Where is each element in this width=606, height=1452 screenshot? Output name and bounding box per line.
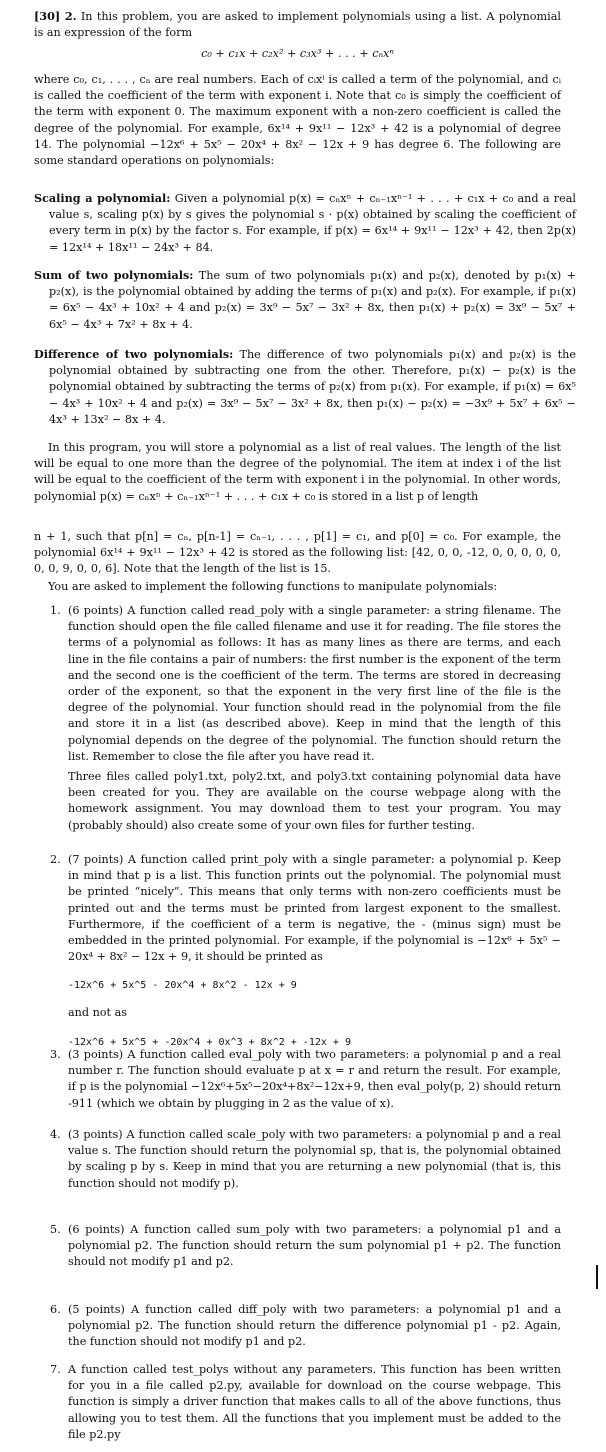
task-text: (3 points) A function called eval_poly with two parameters: a polynomial p and a real number r. The function should evaluate p at x = r and return the result. For example, if p is the polynomial −12x⁶+5x⁵−20x⁴+8x²−12x+9, then eval_poly(p, 2) should return -911 (which we obtain by plugging in 2 as the value of x). xyxy=(68,1048,561,1110)
task-text: (6 points) A function called read_poly with a single parameter: a string filename. The function should open the file called filename and use it for reading. The file stores the terms of a polynomial as follows: It has as many lines as there are terms, and each line in the file contains a pair of numbers: the first number is the exponent of the term and the second one is the coefficient of the term. The terms are stored in decreasing order of the exponent, so that the exponent in the very first line of the file is the degree of the polynomial. Your function should read in the polynomial from the file and store it in a list (as described above). Keep in mind that the length of this polynomial depends on the degree of the polynomial. The function should return the list. Remember to close the file after you have read it. xyxy=(68,604,561,763)
definition-text: The sum of two polynomials p₁(x) and p₂(x), denoted by p₁(x) + p₂(x), is the polynomial obtained by adding the terms of p₁(x) and p₂(x). For example, if p₁(x) = 6x⁵ − 4x³ + 10x² + 4 and p₂(x) = 3x⁹ − 5x⁷ − 3x² + 8x, then p₁(x) + p₂(x) = 3x⁹ − 5x⁷ + 6x⁵ − 4x³ + 7x² + 8x + 4. xyxy=(49,269,576,331)
and-not-label: and not as xyxy=(68,1006,127,1020)
intro-definition-paragraph: where c₀, c₁, . . . , cₙ are real numbers. Each of cᵢxⁱ is called a term of the polynomial, and cᵢ is called the coefficient of the term with exponent i. Note that c₀ is simply the coefficient of the term with exponent 0. The maximum exponent with a non-zero coefficient is called the degree of the polynomial. For example, 6x¹⁴ + 9x¹¹ − 12x³ + 42 is a polynomial of degree 14. The polynomial −12x⁶ + 5x⁵ − 20x⁴ + 8x² − 12x + 9 has degree 6. The following are some standard operations on polynomials: xyxy=(34,73,561,168)
task-text: (3 points) A function called scale_poly with two parameters: a polynomial p and a real value s. The function should return the polynomial sp, that is, the polynomial obtained by scaling p by s. Keep in mind that you are returning a new polynomial (that is, this function should not modify p). xyxy=(68,1128,561,1190)
task-number: 1. xyxy=(50,604,61,617)
task-item-4 xyxy=(50,1127,561,1192)
definition-text: The difference of two polynomials p₁(x) and p₂(x) is the polynomial obtained by subtracting one from the other. Therefore, p₁(x) − p₂(x) is the polynomial obtained by subtracting the terms of p₂(x) from p₁(x). For example, if p₁(x) = 6x⁵ − 4x³ + 10x² + 4 and p₂(x) = 3x⁹ − 5x⁷ − 3x² + 8x, then p₁(x) − p₂(x) = −3x⁹ + 5x⁷ + 6x⁵ − 4x³ + 13x² − 8x + 4. xyxy=(49,348,576,426)
task-extra-text: Three files called poly1.txt, poly2.txt, and poly3.txt containing polynomial data have been created for you. They are available on the course webpage along with the homework assignment. You may download them to test your program. You may (probably should) also create some of your own files for further testing. xyxy=(68,770,561,832)
definition-term: Difference of two polynomials: xyxy=(34,347,234,361)
code-example-good: -12x^6 + 5x^5 - 20x^4 + 8x^2 - 12x + 9 xyxy=(68,980,297,992)
polynomial-formula: c₀ + c₁x + c₂x² + c₃x³ + . . . + cₙxⁿ xyxy=(201,47,394,60)
definition-term: Sum of two polynomials: xyxy=(34,268,194,282)
task-item-5 xyxy=(50,1222,561,1271)
intro-line: In this problem, you are asked to implement polynomials using a list. A polynomial is an expression of the form xyxy=(34,10,561,40)
task-item-3 xyxy=(50,1047,561,1112)
task-number: 4. xyxy=(50,1128,61,1141)
task-number: 7. xyxy=(50,1363,61,1376)
problem-header: [30] 2. xyxy=(34,9,77,23)
task-item-7 xyxy=(50,1362,561,1443)
program-paragraph-2: n + 1, such that p[n] = cₙ, p[n-1] = cₙ₋₁, . . . , p[1] = c₁, and p[0] = c₀. For example, the polynomial 6x¹⁴ + 9x¹¹ − 12x³ + 42 is stored as the following list: [42, 0, 0, -12, 0, 0, 0, 0, 0, 0, 0, 9, 0, 0, 6]. Note that the length of the list is 15. xyxy=(34,530,561,576)
text-cursor xyxy=(596,1265,598,1289)
task-text: (7 points) A function called print_poly with a single parameter: a polynomial p. Keep in mind that p is a list. This function prints out the polynomial. The polynomial must be printed “nicely”. This means that only terms with non-zero coefficients must be printed out and the terms must be printed from largest exponent to the smallest. Furthermore, if the coefficient of a term is negative, the - (minus sign) must be embedded in the printed polynomial. For example, if the polynomial is −12x⁶ + 5x⁵ − 20x⁴ + 8x² − 12x + 9, it should be printed as xyxy=(68,853,561,964)
task-text: (6 points) A function called sum_poly with two parameters: a polynomial p1 and a polynomial p2. The function should return the sum polynomial p1 + p2. The function should not modify p1 and p2. xyxy=(68,1223,561,1269)
definition-sum xyxy=(34,267,576,333)
definition-scaling xyxy=(34,190,576,256)
task-number: 6. xyxy=(50,1303,61,1316)
task-number: 5. xyxy=(50,1223,61,1236)
task-number: 2. xyxy=(50,853,61,866)
program-paragraph-1: In this program, you will store a polynomial as a list of real values. The length of the list will be equal to one more than the degree of the polynomial. The item at index i of the list will be equal to the coefficient of the term with exponent i in the polynomial. In other words, polynomial p(x) = cₙxⁿ + cₙ₋₁xⁿ⁻¹ + . . . + c₁x + c₀ is stored in a list p of length xyxy=(34,441,561,503)
task-text: A function called test_polys without any parameters. This function has been written for you in a file called p2.py, available for download on the course webpage. This function is simply a driver function that makes calls to all of the above functions, thus allowing you to test them. All the functions that you implement must be added to the file p2.py xyxy=(68,1363,561,1441)
task-item-1 xyxy=(50,603,561,834)
definition-difference xyxy=(34,346,576,428)
task-item-2 xyxy=(50,852,561,1050)
task-item-6 xyxy=(50,1302,561,1351)
task-number: 3. xyxy=(50,1048,61,1061)
definition-term: Scaling a polynomial: xyxy=(34,191,171,205)
definition-text: Given a polynomial p(x) = cₙxⁿ + cₙ₋₁xⁿ⁻¹ + . . . + c₁x + c₀ and a real value s, scaling p(x) by s gives the polynomial s · p(x) obtained by scaling the coefficient of every term in p(x) by the factor s. For example, if p(x) = 6x¹⁴ + 9x¹¹ − 12x³ + 42, then 2p(x) = 12x¹⁴ + 18x¹¹ − 24x³ + 84. xyxy=(49,192,576,254)
intro-paragraph xyxy=(34,8,561,41)
code-example-bad: -12x^6 + 5x^5 + -20x^4 + 0x^3 + 8x^2 + -12x + 9 xyxy=(68,1036,351,1048)
program-paragraph-3: You are asked to implement the following functions to manipulate polynomials: xyxy=(48,580,498,593)
task-text: (5 points) A function called diff_poly with two parameters: a polynomial p1 and a polynomial p2. The function should return the difference polynomial p1 - p2. Again, the function should not modify p1 and p2. xyxy=(68,1303,561,1349)
